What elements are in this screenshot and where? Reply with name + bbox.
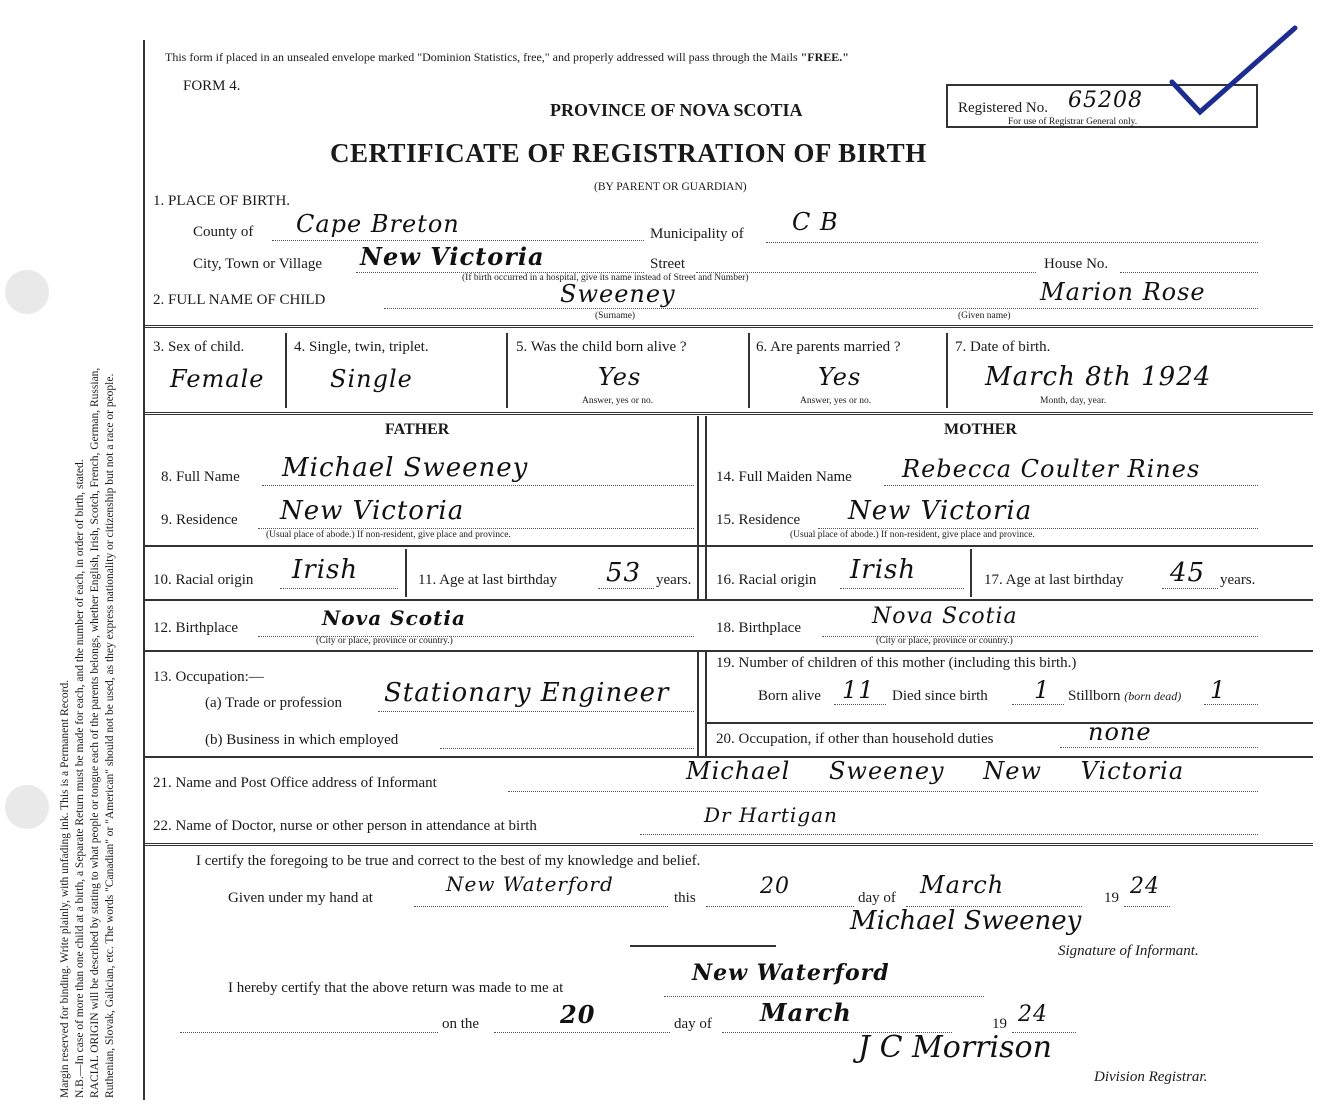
municipality-label: Municipality of [650, 226, 744, 242]
father-age-years: years. [656, 572, 692, 588]
surname-value: Sweeney [560, 280, 676, 308]
registrar-day-value: 20 [560, 1000, 596, 1029]
died-since-birth-value: 1 [1034, 676, 1051, 704]
married-note: Answer, yes or no. [800, 396, 872, 406]
province-heading: PROVINCE OF NOVA SCOTIA [550, 100, 803, 120]
registrar-place-value: New Waterford [692, 960, 890, 986]
margin-line-4: Ruthenian, Slovak, Galician, etc. The words "Canadian" or "American" should not be used, as they express nationality or citizenship but not a race or people. [104, 373, 116, 1098]
plurality-label: 4. Single, twin, triplet. [294, 339, 429, 355]
father-residence-value: New Victoria [280, 496, 465, 526]
margin-line-2: N.B.—In case of more than one child at a birth, a Separate Return must be made for each, and the number of each, in order of birth, stated. [74, 459, 86, 1098]
dob-note: Month, day, year. [1040, 396, 1107, 406]
house-label: House No. [1044, 256, 1109, 272]
father-name-label: 8. Full Name [161, 469, 240, 485]
registrar-signature: J C Morrison [858, 1030, 1052, 1065]
mother-name-label: 14. Full Maiden Name [716, 469, 852, 485]
given-place-value: New Waterford [446, 872, 614, 896]
alive-note: Answer, yes or no. [582, 396, 654, 406]
form-number: FORM 4. [183, 78, 241, 94]
dob-label: 7. Date of birth. [955, 339, 1051, 355]
registrar-year-prefix: 19 [992, 1016, 1007, 1032]
mother-occupation-value: none [1088, 718, 1152, 746]
place-heading: 1. PLACE OF BIRTH. [153, 193, 291, 209]
given-year-value: 24 [1130, 874, 1160, 899]
mail-notice [165, 50, 849, 65]
day-of-label: day of [858, 890, 896, 906]
father-name-value: Michael Sweeney [282, 453, 529, 483]
city-value: New Victoria [360, 242, 545, 271]
born-alive-label: Born alive [758, 688, 821, 704]
county-value: Cape Breton [296, 210, 460, 238]
given-day-value: 20 [760, 874, 790, 899]
alive-label: 5. Was the child born alive ? [516, 339, 687, 355]
city-label: City, Town or Village [193, 256, 323, 272]
registered-note: For use of Registrar General only. [1008, 117, 1138, 127]
mother-residence-label: 15. Residence [716, 512, 801, 528]
margin-line-3: RACIAL ORIGIN will be described by stating to what people or tongue each of the parents belongs, whether English, Irish, Scotch, French, German, Russian, [89, 367, 101, 1098]
mother-heading: MOTHER [944, 421, 1017, 438]
mother-age-label: 17. Age at last birthday [984, 572, 1124, 588]
given-name-value: Marion Rose [1040, 278, 1206, 306]
died-since-birth-label: Died since birth [892, 688, 988, 704]
page-title: CERTIFICATE OF REGISTRATION OF BIRTH [330, 138, 927, 168]
margin-instructions [58, 368, 118, 1098]
sex-value: Female [170, 365, 265, 393]
stillborn-label [1068, 688, 1181, 705]
stillborn-value: 1 [1210, 676, 1227, 704]
father-heading: FATHER [385, 421, 450, 438]
this-label: this [674, 890, 696, 906]
punch-hole-top [5, 270, 49, 314]
stillborn-note: (born dead) [1124, 689, 1182, 703]
on-the-label: on the [442, 1016, 480, 1032]
margin-line-1: Margin reserved for binding. Write plainly, with unfading ink. This is a Permanent Record. [59, 679, 71, 1098]
dob-value: March 8th 1924 [985, 362, 1212, 392]
father-birthplace-value: Nova Scotia [322, 606, 466, 630]
rule-after-section-2 [145, 325, 1313, 328]
alive-value: Yes [598, 363, 642, 391]
left-frame-line [143, 40, 145, 1100]
mother-birthplace-value: Nova Scotia [872, 604, 1018, 629]
married-value: Yes [818, 363, 862, 391]
given-month-value: March [920, 871, 1005, 899]
father-trade-label: (a) Trade or profession [205, 695, 343, 711]
informant-sig-caption: Signature of Informant. [1058, 943, 1199, 959]
mother-racial-label: 16. Racial origin [716, 572, 817, 588]
certify-text: I certify the foregoing to be true and correct to the best of my knowledge and belief. [196, 853, 701, 869]
child-name-label: 2. FULL NAME OF CHILD [153, 292, 326, 308]
registrar-month-value: March [760, 998, 852, 1027]
informant-signature: Michael Sweeney [850, 906, 1082, 936]
registrar-year-value: 24 [1018, 1002, 1048, 1027]
doctor-value: Dr Hartigan [704, 803, 838, 827]
mail-notice-free: "FREE." [800, 50, 849, 64]
mother-age-value: 45 [1170, 558, 1206, 588]
doctor-label: 22. Name of Doctor, nurse or other person in attendance at birth [153, 818, 537, 834]
father-age-value: 53 [606, 558, 642, 588]
street-label: Street [650, 256, 685, 272]
mother-residence-value: New Victoria [848, 496, 1033, 526]
mother-racial-value: Irish [850, 555, 917, 585]
registrar-caption: Division Registrar. [1094, 1069, 1208, 1085]
sex-label: 3. Sex of child. [153, 339, 245, 355]
check-mark [1150, 20, 1300, 120]
father-residence-note: (Usual place of abode.) If non-resident, give place and province. [266, 530, 511, 540]
rule-before-certification [145, 843, 1313, 846]
father-occupation-label: 13. Occupation:— [153, 669, 264, 685]
registrar-day-of-label: day of [674, 1016, 712, 1032]
mail-notice-text: This form if placed in an unsealed envelope marked "Dominion Statistics, free," and properly addressed will pass through the Mails [165, 50, 801, 64]
mother-name-value: Rebecca Coulter Rines [902, 455, 1201, 483]
page-subtitle: (BY PARENT OR GUARDIAN) [594, 181, 747, 193]
father-birthplace-note: (City or place, province or country.) [316, 636, 453, 646]
registrar-certify-text: I hereby certify that the above return was made to me at [228, 980, 564, 996]
father-racial-value: Irish [292, 555, 359, 585]
stillborn-text: Stillborn [1068, 688, 1121, 704]
mother-occupation-label: 20. Occupation, if other than household duties [716, 731, 994, 747]
father-residence-label: 9. Residence [161, 512, 238, 528]
municipality-value: C B [792, 208, 839, 236]
mother-age-years: years. [1220, 572, 1256, 588]
plurality-value: Single [330, 365, 413, 393]
given-name-note: (Given name) [958, 311, 1011, 321]
registered-label: Registered No. [958, 100, 1048, 116]
surname-note: (Surname) [595, 311, 636, 321]
married-label: 6. Are parents married ? [756, 339, 901, 355]
given-year-prefix: 19 [1104, 890, 1119, 906]
informant-value: Michael Sweeney New Victoria [686, 757, 1185, 785]
father-business-label: (b) Business in which employed [205, 732, 399, 748]
hospital-note: (If birth occurred in a hospital, give its name instead of Street and Number) [462, 273, 749, 283]
informant-label: 21. Name and Post Office address of Informant [153, 775, 437, 791]
father-racial-label: 10. Racial origin [153, 572, 254, 588]
children-count-label: 19. Number of children of this mother (including this birth.) [716, 655, 1077, 671]
born-alive-value: 11 [842, 676, 875, 704]
father-birthplace-label: 12. Birthplace [153, 620, 238, 636]
punch-hole-bottom [5, 785, 49, 829]
county-label: County of [193, 224, 254, 240]
mother-birthplace-label: 18. Birthplace [716, 620, 801, 636]
registered-value: 65208 [1068, 88, 1143, 113]
mother-birthplace-note: (City or place, province or country.) [876, 636, 1013, 646]
father-trade-value: Stationary Engineer [384, 678, 670, 708]
father-age-label: 11. Age at last birthday [418, 572, 557, 588]
rule-after-row-7 [145, 412, 1313, 415]
given-under-label: Given under my hand at [228, 890, 373, 906]
mother-residence-note: (Usual place of abode.) If non-resident, give place and province. [790, 530, 1035, 540]
